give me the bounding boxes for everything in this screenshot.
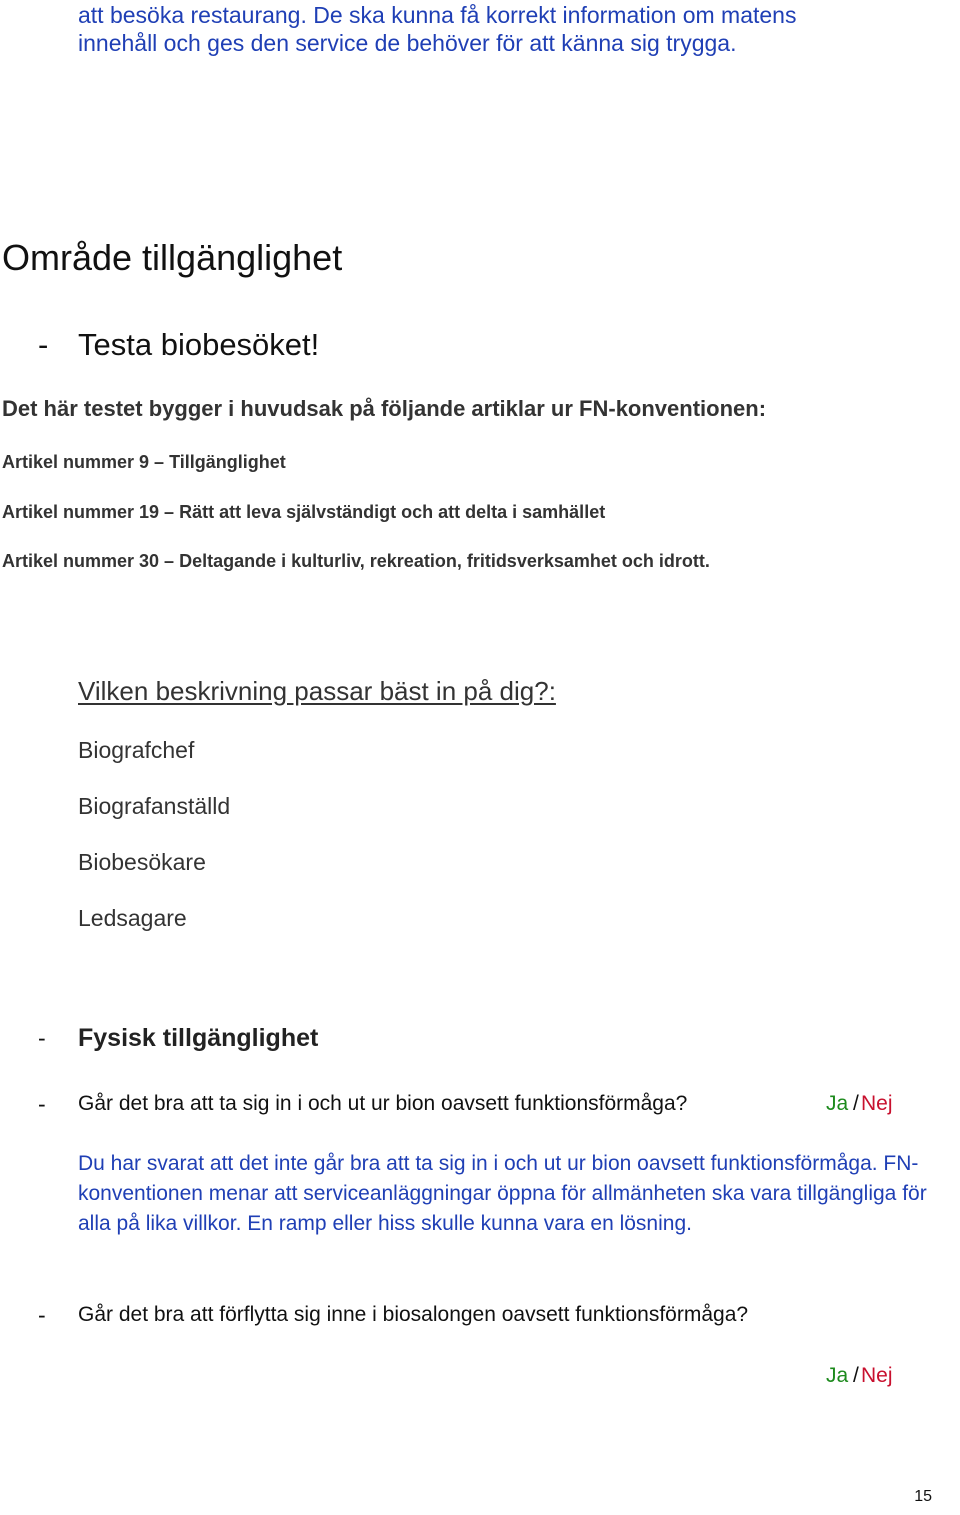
- q2-answer-separator: /: [853, 1364, 859, 1387]
- q2-answer-yes[interactable]: Ja: [826, 1364, 849, 1387]
- q1-answer-no[interactable]: Nej: [861, 1092, 893, 1115]
- intro-line-1: att besöka restaurang. De ska kunna få korrekt information om matens: [78, 2, 797, 28]
- option-ledsagare[interactable]: Ledsagare: [78, 905, 187, 931]
- lead-text: Det här testet bygger i huvudsak på följande artiklar ur FN-konventionen:: [2, 396, 767, 421]
- article-9: Artikel nummer 9 – Tillgänglighet: [2, 452, 286, 472]
- physical-section-dash: -: [38, 1025, 46, 1051]
- sub-title: Testa biobesöket!: [78, 327, 320, 362]
- physical-section-title: Fysisk tillgänglighet: [78, 1024, 319, 1052]
- option-biografchef[interactable]: Biografchef: [78, 737, 195, 763]
- option-biografanstalld[interactable]: Biografanställd: [78, 793, 231, 819]
- subtitle-dash: -: [38, 327, 49, 362]
- q1-answer-yes[interactable]: Ja: [826, 1092, 849, 1115]
- q1-dash: -: [38, 1091, 46, 1117]
- q1-feedback: Du har svarat att det inte går bra att ta sig in i och ut ur bion oavsett funktionsförmåga. FN-konventionen menar att serviceanläggningar öppna för allmänheten ska vara tillgängliga för alla på lika villkor. En ramp eller hiss skulle kunna vara en lösning.: [78, 1152, 927, 1235]
- article-30: Artikel nummer 30 – Deltagande i kulturliv, rekreation, fritidsverksamhet och idrott.: [2, 551, 710, 571]
- section-title: Område tillgänglighet: [2, 237, 343, 278]
- page-number: 15: [914, 1488, 932, 1505]
- q1-question: Går det bra att ta sig in i och ut ur bion oavsett funktionsförmåga?: [78, 1092, 688, 1115]
- q2-dash: -: [38, 1302, 46, 1328]
- intro-line-2: innehåll och ges den service de behöver för att känna sig trygga.: [78, 30, 737, 56]
- q2-answer-no[interactable]: Nej: [861, 1364, 893, 1387]
- article-19: Artikel nummer 19 – Rätt att leva självständigt och att delta i samhället: [2, 502, 606, 522]
- q2-question: Går det bra att förflytta sig inne i biosalongen oavsett funktionsförmåga?: [78, 1303, 749, 1326]
- q1-answer-separator: /: [853, 1092, 859, 1115]
- option-biobesokare[interactable]: Biobesökare: [78, 849, 206, 875]
- role-question: Vilken beskrivning passar bäst in på dig?:: [78, 676, 556, 706]
